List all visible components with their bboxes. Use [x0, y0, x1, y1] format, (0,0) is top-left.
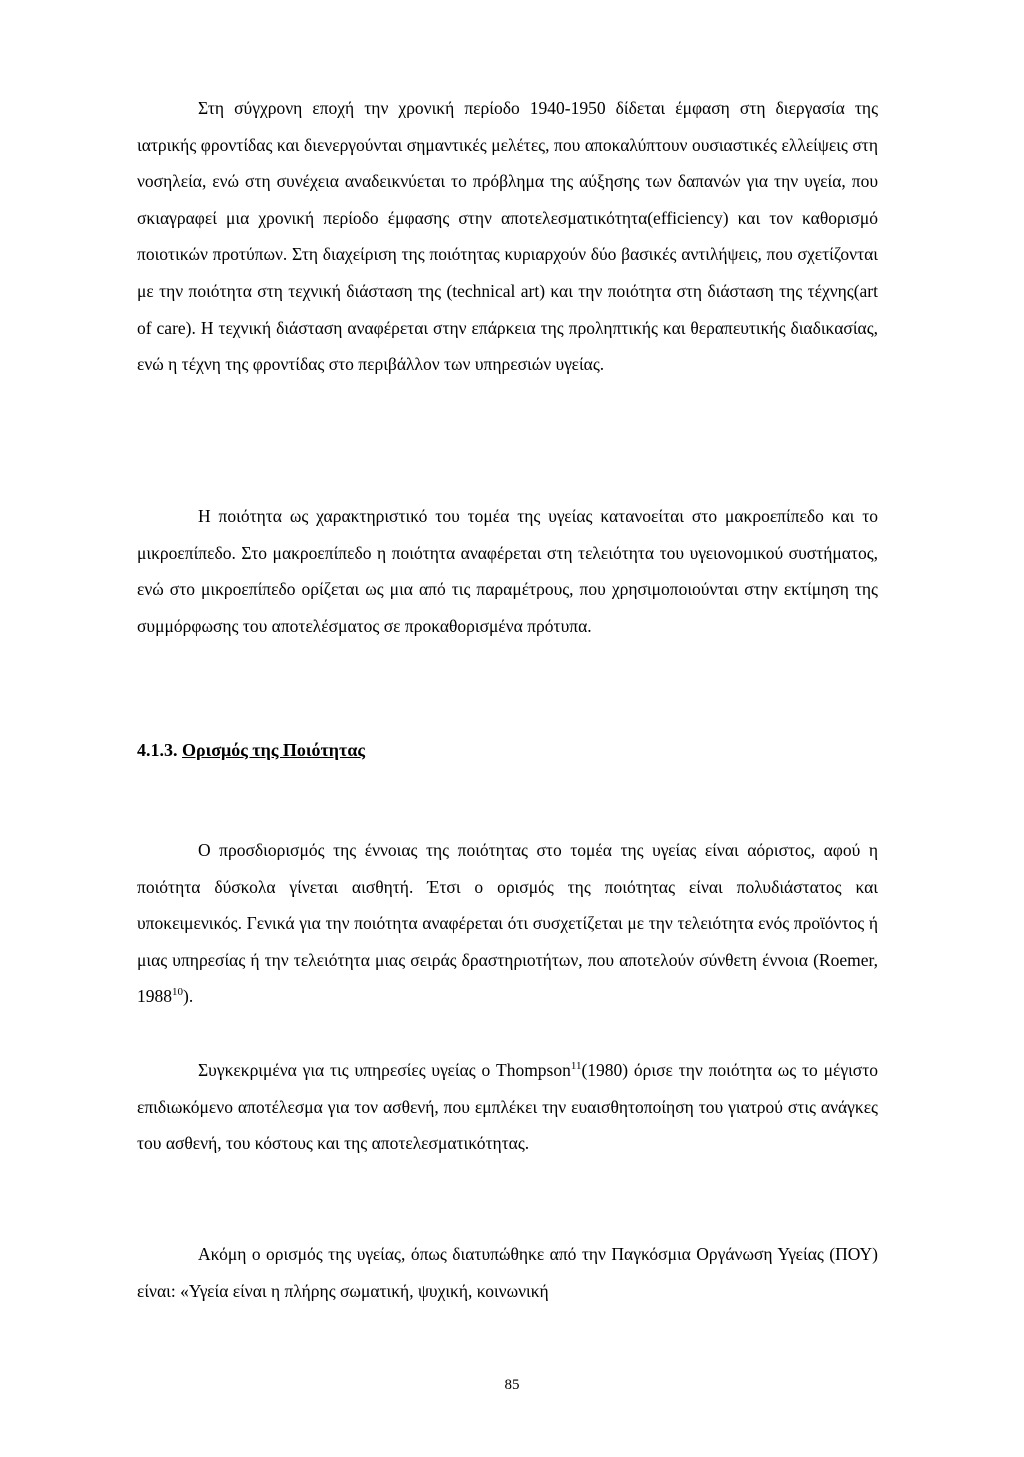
definition-text-end: ). [183, 986, 194, 1007]
footnote-ref-11: 11 [570, 1060, 582, 1072]
paragraph-history: Στη σύγχρονη εποχή την χρονική περίοδο 1940-1950 δίδεται έμφαση στη διεργασία της ιατρικής φροντίδας και διενεργούνται σημαντικές μελέτες, που αποκαλύπτουν ουσιαστικές ελλείψεις στη νοσηλεία, ενώ στη συνέχεια αναδεικνύεται το πρόβλημα της αύξησης των δαπανών για την υγεία, που σκιαγραφεί μια χρονική περίοδο έμφασης στην αποτελεσματικότητα(efficiency) και τον καθορισμό ποιοτικών προτύπων. Στη διαχείριση της ποιότητας κυριαρχούν δύο βασικές αντιλήψεις, που σχετίζονται με την ποιότητα στη τεχνική διάσταση της (technical art) και την ποιότητα στη διάσταση της τέχνης(art of care). Η τεχνική διάσταση αναφέρεται στην επάρκεια της προληπτικής και θεραπευτικής διαδικασίας, ενώ η τέχνη της φροντίδας στο περιβάλλον των υπηρεσιών υγείας. [137, 98, 878, 375]
thompson-text: Συγκεκριμένα για τις υπηρεσίες υγείας ο Thompson [198, 1060, 571, 1080]
section-heading [137, 738, 365, 762]
section-number: 4.1.3. [137, 740, 178, 760]
paragraph-macro-micro: Η ποιότητα ως χαρακτηριστικό του τομέα της υγείας κατανοείται στο μακροεπίπεδο και το μικροεπίπεδο. Στο μακροεπίπεδο η ποιότητα αναφέρεται στη τελειότητα του υγειονομικού συστήματος, ενώ στο μικροεπίπεδο ορίζεται ως μια από τις παραμέτρους, που χρησιμοποιούνται στην εκτίμηση της συμμόρφωσης του αποτελέσματος σε προκαθορισμένα πρότυπα. [137, 506, 878, 636]
paragraph-who: Ακόμη ο ορισμός της υγείας, όπως διατυπώθηκε από την Παγκόσμια Οργάνωση Υγείας (ΠΟΥ) είναι: «Υγεία είναι η πλήρης σωματική, ψυχική, κοινωνική [137, 1244, 878, 1301]
paragraph-definition [137, 832, 878, 1015]
footnote-ref-10: 10 [172, 986, 183, 999]
section-title: Ορισμός της Ποιότητας [182, 740, 365, 760]
thompson-text-end: (1980) όρισε την ποιότητα ως το μέγιστο επιδιωκόμενο αποτέλεσμα για τον ασθενή, που εμπλέκει την ευαισθητοποίηση του γιατρού στις ανάγκες του ασθενή, του κόστους και της αποτελεσματικότητας. [137, 1060, 878, 1154]
definition-text: Ο προσδιορισμός της έννοιας της ποιότητας στο τομέα της υγείας είναι αόριστος, αφού η ποιότητα δύσκολα γίνεται αισθητή. Έτσι ο ορισμός της ποιότητας είναι πολυδιάστατος και υποκειμενικός. Γενικά για την ποιότητα αναφέρεται ότι συσχετίζεται με την τελειότητα ενός προϊόντος ή μιας υπηρεσίας ή την τελειότητα μιας σειράς δραστηριοτήτων, που αποτελούν σύνθετη έννοια (Roemer, 1988 [137, 840, 878, 1007]
paragraph-thompson [137, 1052, 878, 1162]
page-number: 85 [504, 1377, 520, 1393]
